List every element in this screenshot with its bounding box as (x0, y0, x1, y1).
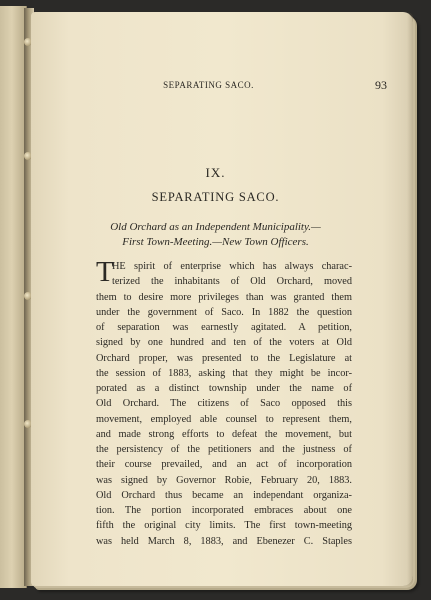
drop-cap: T (96, 256, 114, 288)
body-line: HE spirit of enterprise which has always charac- (112, 261, 352, 272)
body-line: the session of 1883, asking that they might be incor- (96, 367, 352, 379)
body-line: was signed by Governor Robie, February 20, 1883. (96, 474, 352, 486)
body-line: terized the inhabitants of Old Orchard, moved (112, 276, 352, 288)
body-line: and made strong efforts to defeat the movement, but (96, 428, 352, 440)
subtitle-line: First Town-Meeting.—New Town Officers. (122, 236, 309, 248)
body-line: their course prevailed, and an act of incorporation (96, 459, 352, 471)
chapter-subtitle (0, 220, 431, 250)
body-line: under the government of Saco. In 1882 the question (96, 306, 352, 318)
body-line: movement, employed able counsel to represent them, (96, 413, 352, 425)
body-line: signed by one hundred and ten of the voters at Old (96, 337, 352, 349)
facing-page-edge (0, 6, 27, 588)
body-line: porated as a distinct township under the name of (96, 383, 352, 394)
running-head (30, 78, 387, 94)
body-line: of separation was earnestly agitated. A petition, (96, 322, 352, 333)
body-line: was held March 8, 1883, and Ebenezer C. Staples (96, 535, 352, 547)
body-line: Old Orchard thus became an independant organiza- (96, 489, 352, 501)
running-title: SEPARATING SACO. (163, 80, 254, 90)
body-line: tion. The portion incorporated embraces about one (96, 505, 352, 516)
body-line: fifth the original city limits. The first town-meeting (96, 520, 352, 532)
body-line: Orchard proper, was presented to the Legislature at (96, 352, 352, 364)
chapter-title: SEPARATING SACO. (151, 190, 280, 204)
page-edge-shadow (407, 12, 413, 586)
body-line: them to desire more privileges than was granted them (96, 291, 352, 303)
body-line: the persistency of the petitioners and the justness of (96, 444, 352, 455)
page-number: 93 (375, 78, 387, 92)
subtitle-line: Old Orchard as an Independent Municipality.— (110, 221, 321, 233)
body-paragraph (96, 256, 352, 549)
body-line: Old Orchard. The citizens of Saco opposed this (96, 398, 352, 410)
chapter-number: IX. (205, 165, 226, 180)
